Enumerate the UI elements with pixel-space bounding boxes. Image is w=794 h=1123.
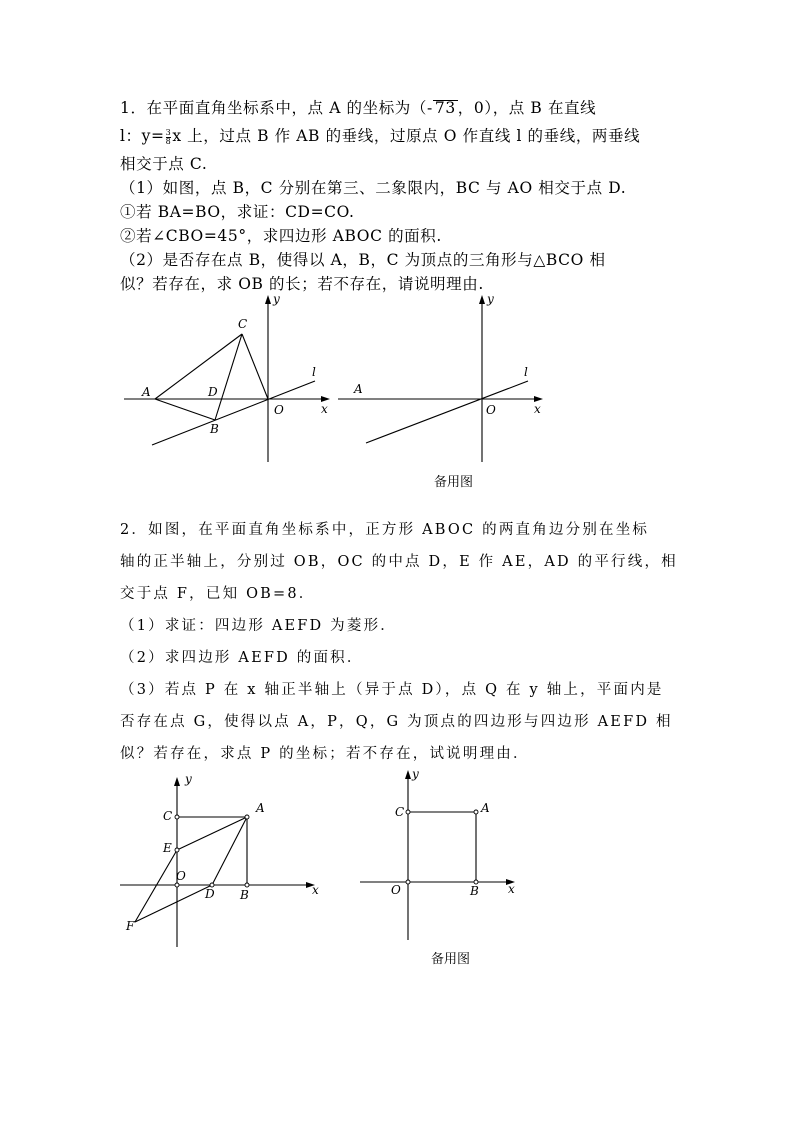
p2-line-8: 似？若存在，求点 P 的坐标；若不存在，试说明理由．: [120, 746, 530, 762]
p2f2-label-O: O: [391, 883, 401, 897]
p2f1-label-E: E: [163, 841, 172, 855]
p2f1-label-F: F: [126, 919, 135, 933]
p1f1-segment-CO: [242, 334, 268, 399]
p1f1-segment-AC: [155, 334, 242, 399]
p2f1-segment-EF: [135, 850, 177, 922]
p1f1-label-x: x: [321, 402, 328, 416]
p1f1-segment-BC: [215, 334, 242, 420]
p1-line-6: ②若∠CBO=45°，求四边形 ABOC 的面积.: [120, 227, 442, 245]
p1-line1-a: 1．在平面直角坐标系中，点 A 的坐标为（: [120, 99, 428, 117]
p1-line2-a: l：y=: [120, 127, 165, 145]
p2f1-point-O: [175, 883, 179, 887]
p2-line-4: （1）求证：四边形 AEFD 为菱形．: [120, 618, 397, 634]
p2f2-label-x: x: [508, 882, 515, 896]
p2f2-label-B: B: [470, 884, 479, 898]
p2f1-point-B: [245, 883, 249, 887]
p1-line-5: ①若 BA=BO，求证：CD=CO.: [120, 203, 355, 221]
p1f1-label-C: C: [238, 317, 248, 331]
p1f2-line-l: [366, 381, 528, 443]
p1-line1-neg: -: [427, 99, 433, 117]
p2-line-1: 2．如图，在平面直角坐标系中，正方形 ABOC 的两直角边分别在坐标: [120, 522, 650, 538]
p1f2-y-arrow: [479, 295, 485, 304]
p1f1-segment-AB: [155, 399, 215, 420]
p2f1-y-arrow: [174, 777, 180, 786]
p2-line-7: 否存在点 G，使得以点 A，P，Q，G 为顶点的四边形与四边形 AEFD 相: [120, 714, 673, 730]
p2f1-label-x: x: [312, 883, 319, 897]
p2f2-y-arrow: [405, 770, 411, 779]
p1f1-label-A: A: [142, 385, 151, 399]
p1f1-label-O: O: [274, 403, 284, 417]
p1-line-8: 似？若存在，求 OB 的长；若不存在，请说明理由.: [120, 275, 484, 293]
p2f1-point-E: [175, 848, 179, 852]
p1-line-7: （2）是否存在点 B，使得以 A，B，C 为顶点的三角形与△BCO 相: [120, 251, 606, 269]
p2f1-point-C: [175, 815, 179, 819]
p2f1-label-D: D: [205, 887, 215, 901]
p1-line-4: （1）如图，点 B，C 分别在第三、二象限内，BC 与 AO 相交于点 D.: [120, 179, 627, 197]
p1f1-label-D: D: [208, 385, 218, 399]
p2f1-label-O: O: [176, 869, 186, 883]
p1f2-label-y: y: [487, 292, 494, 306]
p2f2-label-y: y: [412, 767, 419, 781]
p1f1-label-y: y: [273, 292, 280, 306]
p1f1-y-arrow: [265, 295, 271, 304]
p2f1-label-C: C: [163, 809, 173, 823]
p2f2-label-C: C: [395, 805, 405, 819]
p2-line-6: （3）若点 P 在 x 轴正半轴上（异于点 D），点 Q 在 y 轴上，平面内是: [120, 682, 664, 698]
p2f1-segment-AD: [212, 817, 247, 885]
p1f1-line-l: [152, 381, 315, 445]
fraction-denominator: 8: [165, 136, 172, 146]
p2-line-2: 轴的正半轴上，分别过 OB，OC 的中点 D，E 作 AE，AD 的平行线，相: [120, 554, 678, 570]
p1f2-label-x: x: [534, 402, 541, 416]
p1-line-3: 相交于点 C.: [120, 155, 208, 173]
p2-line-5: （2）求四边形 AEFD 的面积．: [120, 650, 364, 666]
p1f1-label-B: B: [210, 422, 219, 436]
p2f1-label-A: A: [256, 801, 265, 815]
p1-figure-caption: 备用图: [434, 475, 474, 490]
p2-line-3: 交于点 F，已知 OB=8．: [120, 586, 316, 602]
p2f2-point-C: [406, 810, 410, 814]
p2f2-point-O: [406, 880, 410, 884]
p2f1-point-A: [245, 815, 249, 819]
p2f1-label-B: B: [240, 888, 249, 902]
p1-line1-b: ，0），点 B 在直线: [457, 99, 597, 117]
p1f2-label-O: O: [486, 403, 496, 417]
fraction-numerator: 3: [165, 127, 172, 137]
p2-figure-caption: 备用图: [431, 952, 471, 967]
p1f2-label-A: A: [354, 382, 363, 396]
p1-sqrt-73: 73: [434, 99, 456, 117]
p1-line2-b: x 上，过点 B 作 AB 的垂线，过原点 O 作直线 l 的垂线，两垂线: [172, 127, 641, 145]
p2f2-label-A: A: [481, 801, 490, 815]
p1f2-label-l: l: [524, 365, 528, 379]
p2f2-point-A: [474, 810, 478, 814]
p2f1-segment-DF: [135, 885, 212, 922]
p2f1-label-y: y: [185, 772, 192, 786]
p2f1-segment-AE: [177, 817, 247, 850]
p1f1-label-l: l: [312, 365, 316, 379]
